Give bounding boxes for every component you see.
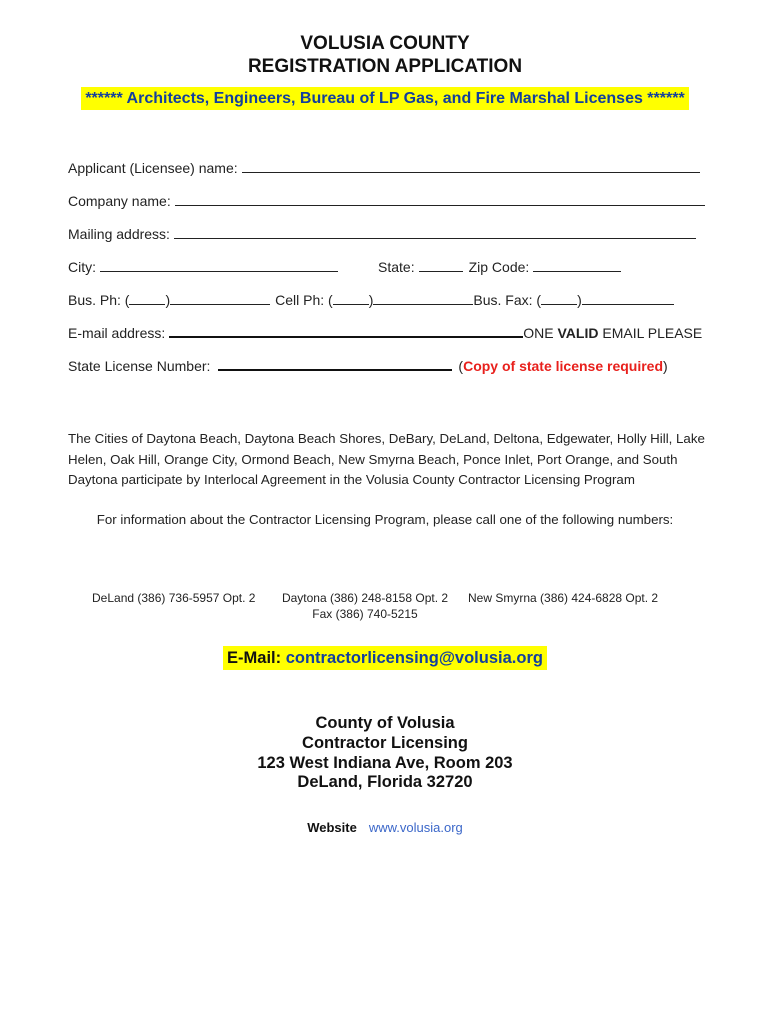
call-info-text: For information about the Contractor Licensing Program, please call one of the following numbers: — [96, 512, 674, 527]
license-number-field[interactable] — [218, 357, 452, 371]
bus-fax-close: ) — [577, 292, 582, 308]
daytona-phone: Daytona (386) 248-8158 Opt. 2 — [281, 591, 449, 605]
bus-phone-label: Bus. Ph: ( — [68, 292, 130, 308]
mailing-address-label: Mailing address: — [68, 226, 170, 242]
website-row — [0, 820, 770, 836]
license-types-banner: ****** Architects, Engineers, Bureau of LP Gas, and Fire Marshal Licenses ****** — [81, 87, 688, 110]
email-address-label: E-mail address: — [68, 325, 166, 341]
bus-fax-label: Bus. Fax: ( — [473, 292, 542, 308]
phone-row — [68, 292, 674, 308]
cell-phone-area-field[interactable] — [333, 292, 369, 305]
deland-phone: DeLand (386) 736-5957 Opt. 2 — [92, 591, 256, 605]
zip-label: Zip Code: — [468, 259, 530, 275]
email-note-valid: VALID — [557, 325, 599, 341]
applicant-name-row — [68, 160, 700, 176]
daytona-phone-block — [276, 590, 454, 622]
website-label: Website — [307, 820, 357, 835]
website-link[interactable]: www.volusia.org — [368, 820, 463, 835]
mailing-address-row — [68, 226, 696, 242]
license-note-open: ( — [458, 358, 464, 374]
bus-phone-close: ) — [165, 292, 171, 308]
contact-email-wrap — [0, 646, 770, 670]
page-subtitle: REGISTRATION APPLICATION — [247, 56, 523, 77]
state-field[interactable] — [419, 259, 463, 272]
address-line-1: County of Volusia — [315, 714, 455, 732]
bus-phone-field[interactable] — [170, 292, 270, 305]
new-smyrna-phone: New Smyrna (386) 424-6828 Opt. 2 — [468, 591, 659, 605]
cell-phone-field[interactable] — [373, 292, 473, 305]
bus-phone-area-field[interactable] — [129, 292, 165, 305]
mailing-address-field[interactable] — [174, 226, 696, 239]
contact-email-label: E-Mail: — [227, 649, 286, 667]
bus-fax-area-field[interactable] — [541, 292, 577, 305]
cities-paragraph: The Cities of Daytona Beach, Daytona Beach Shores, DeBary, DeLand, Deltona, Edgewater, Holly Hill, Lake Helen, Oak Hill, Orange City, Ormond Beach, New Smyrna Beach, Ponce Inlet, Port Orange, and South Daytona participate by Interlocal Agreement in the Volusia County Contractor Licensing Program — [68, 431, 705, 487]
bus-fax-field[interactable] — [582, 292, 674, 305]
license-row — [68, 357, 668, 374]
cell-phone-label: Cell Ph: ( — [275, 292, 333, 308]
fax-number: Fax (386) 740-5215 — [312, 607, 418, 621]
company-name-field[interactable] — [175, 193, 705, 206]
license-note-close: ) — [663, 358, 668, 374]
address-line-4: DeLand, Florida 32720 — [297, 773, 473, 791]
applicant-name-label: Applicant (Licensee) name: — [68, 160, 238, 176]
zip-field[interactable] — [533, 259, 621, 272]
state-zip-row — [378, 259, 621, 275]
page-title: VOLUSIA COUNTY — [300, 33, 470, 54]
license-copy-note: Copy of state license required — [463, 358, 664, 374]
email-note-post: EMAIL PLEASE — [598, 325, 703, 341]
company-name-label: Company name: — [68, 193, 171, 209]
city-label: City: — [68, 259, 96, 275]
city-field[interactable] — [100, 259, 338, 272]
email-row — [68, 324, 702, 341]
license-types-banner-wrap — [0, 87, 770, 110]
email-address-field[interactable] — [169, 324, 523, 338]
applicant-name-field[interactable] — [242, 160, 700, 173]
company-name-row — [68, 193, 705, 209]
contact-email-highlight — [223, 646, 547, 670]
contact-email-link[interactable]: contractorlicensing@volusia.org — [285, 649, 543, 667]
state-label: State: — [378, 259, 415, 275]
address-line-3: 123 West Indiana Ave, Room 203 — [257, 754, 513, 772]
email-note-pre: ONE — [523, 325, 558, 341]
address-line-2: Contractor Licensing — [302, 734, 468, 752]
cell-phone-close: ) — [368, 292, 374, 308]
license-number-label: State License Number: — [68, 358, 211, 374]
city-row — [68, 259, 338, 275]
